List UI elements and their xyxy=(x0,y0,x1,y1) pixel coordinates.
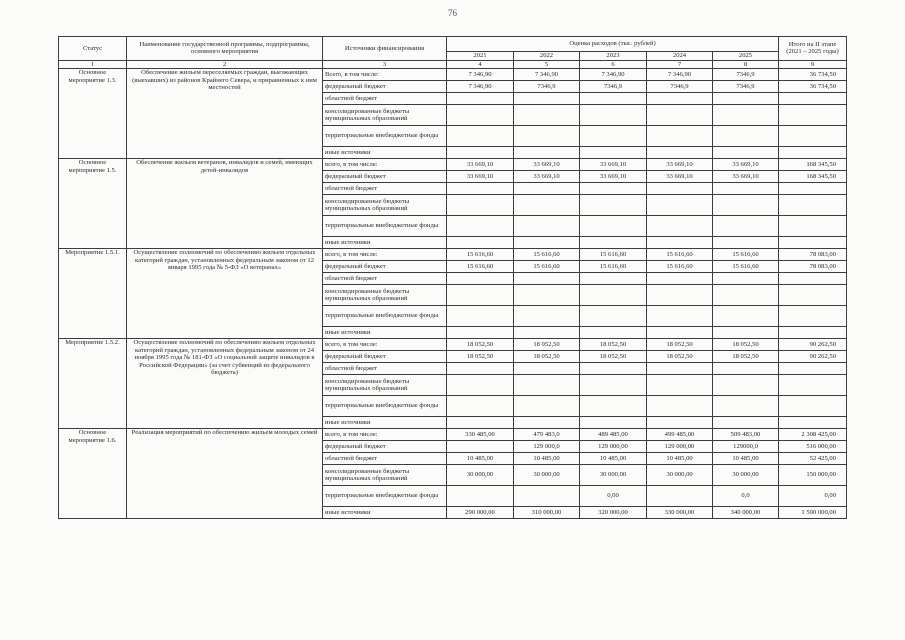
year-value xyxy=(580,417,647,429)
year-value: 330 000,00 xyxy=(647,507,713,519)
year-value xyxy=(647,396,713,417)
total-value xyxy=(779,306,847,327)
year-value xyxy=(647,306,713,327)
header-name: Наименование государственной программы, подпрограммы, основного мероприятия xyxy=(127,37,323,61)
year-value: 310 000,00 xyxy=(514,507,580,519)
header-year: 2022 xyxy=(514,52,580,61)
header-source: Источники финансирования xyxy=(323,37,447,61)
total-value: 150 000,00 xyxy=(779,465,847,486)
year-value: 33 669,10 xyxy=(447,159,514,171)
year-value: 33 669,10 xyxy=(447,171,514,183)
year-value: 7 346,90 xyxy=(514,69,580,81)
year-value: 15 616,60 xyxy=(647,261,713,273)
year-value xyxy=(580,285,647,306)
year-value xyxy=(447,363,514,375)
total-value: 52 425,00 xyxy=(779,453,847,465)
year-value xyxy=(713,147,779,159)
funding-source: иные источники xyxy=(323,507,447,519)
year-value xyxy=(580,396,647,417)
header-year: 2023 xyxy=(580,52,647,61)
year-value: 18 052,50 xyxy=(647,351,713,363)
year-value: 15 616,60 xyxy=(580,261,647,273)
year-value xyxy=(647,285,713,306)
year-value xyxy=(447,396,514,417)
budget-table xyxy=(58,36,847,519)
year-value xyxy=(713,216,779,237)
year-value: 10 485,00 xyxy=(647,453,713,465)
total-value: 78 083,00 xyxy=(779,261,847,273)
block-name: Обеспечение жильем ветеранов, инвалидов и семей, имеющих детей-инвалидов xyxy=(127,159,323,249)
year-value: 33 669,10 xyxy=(514,171,580,183)
year-value xyxy=(580,183,647,195)
total-value xyxy=(779,147,847,159)
year-value: 15 616,60 xyxy=(447,249,514,261)
block-name: Реализация мероприятий по обеспечению жильем молодых семей xyxy=(127,429,323,519)
funding-source: консолидированные бюджеты муниципальных образований xyxy=(323,195,447,216)
total-value xyxy=(779,126,847,147)
year-value xyxy=(447,441,514,453)
year-value: 7346,9 xyxy=(713,81,779,93)
year-value xyxy=(713,126,779,147)
year-value xyxy=(647,375,713,396)
total-value xyxy=(779,195,847,216)
table-row xyxy=(59,339,847,351)
year-value: 479 483,0 xyxy=(514,429,580,441)
year-value xyxy=(580,216,647,237)
year-value xyxy=(647,183,713,195)
funding-source: иные источники xyxy=(323,327,447,339)
year-value: 18 052,50 xyxy=(713,351,779,363)
year-value: 18 052,50 xyxy=(447,351,514,363)
total-value xyxy=(779,93,847,105)
year-value: 18 052,50 xyxy=(713,339,779,351)
column-index: 9 xyxy=(779,60,847,69)
year-value: 489 485,00 xyxy=(580,429,647,441)
year-value xyxy=(647,147,713,159)
funding-source: всего, в том числе: xyxy=(323,339,447,351)
year-value xyxy=(447,195,514,216)
column-index: 1 xyxy=(59,60,127,69)
year-value xyxy=(580,273,647,285)
year-value: 15 616,60 xyxy=(713,249,779,261)
column-index: 5 xyxy=(514,60,580,69)
year-value xyxy=(713,273,779,285)
year-value xyxy=(514,486,580,507)
year-value xyxy=(514,396,580,417)
year-value: 30 000,00 xyxy=(647,465,713,486)
year-value xyxy=(647,417,713,429)
year-value: 33 669,10 xyxy=(647,159,713,171)
table-row xyxy=(59,429,847,441)
year-value: 18 052,50 xyxy=(580,339,647,351)
year-value: 7 346,90 xyxy=(447,69,514,81)
year-value xyxy=(447,486,514,507)
year-value: 330 485,00 xyxy=(447,429,514,441)
column-index: 6 xyxy=(580,60,647,69)
table-row xyxy=(59,249,847,261)
year-value: 18 052,50 xyxy=(514,351,580,363)
year-value xyxy=(713,105,779,126)
year-value: 10 485,00 xyxy=(447,453,514,465)
year-value xyxy=(447,273,514,285)
column-index: 2 xyxy=(127,60,323,69)
funding-source: всего, в том числе: xyxy=(323,429,447,441)
year-value xyxy=(447,216,514,237)
year-value xyxy=(447,327,514,339)
funding-source: иные источники xyxy=(323,237,447,249)
year-value xyxy=(447,417,514,429)
funding-source: всего, в том числе: xyxy=(323,249,447,261)
year-value xyxy=(447,105,514,126)
header-year: 2021 xyxy=(447,52,514,61)
year-value xyxy=(647,327,713,339)
year-value xyxy=(580,126,647,147)
block-name: Обеспечение жильем переселяемых граждан, выезжающих (выехавших) из районов Крайнего Севера, и приравненных к ним местностей xyxy=(127,69,323,159)
year-value xyxy=(514,273,580,285)
header-status: Статус xyxy=(59,37,127,61)
block-name: Осуществление полномочий по обеспечению жильем отдельных категорий граждан, установленных федеральным законом от 12 января 1995 года № 5-ФЗ «О ветеранах» xyxy=(127,249,323,339)
block-status: Мероприятие 1.5.1. xyxy=(59,249,127,339)
total-value xyxy=(779,396,847,417)
year-value xyxy=(647,486,713,507)
total-value: 90 262,50 xyxy=(779,339,847,351)
year-value: 15 616,60 xyxy=(514,261,580,273)
year-value: 15 616,60 xyxy=(647,249,713,261)
total-value xyxy=(779,285,847,306)
year-value xyxy=(447,126,514,147)
table-row xyxy=(59,159,847,171)
year-value xyxy=(647,237,713,249)
year-value xyxy=(580,147,647,159)
column-index: 8 xyxy=(713,60,779,69)
year-value: 30 000,00 xyxy=(713,465,779,486)
year-value xyxy=(713,375,779,396)
total-value xyxy=(779,216,847,237)
funding-source: федеральный бюджет xyxy=(323,441,447,453)
year-value xyxy=(713,396,779,417)
funding-source: территориальные внебюджетные фонды xyxy=(323,126,447,147)
year-value: 129 000,00 xyxy=(647,441,713,453)
year-value xyxy=(514,417,580,429)
year-value: 33 669,10 xyxy=(647,171,713,183)
year-value xyxy=(514,105,580,126)
funding-source: областной бюджет xyxy=(323,453,447,465)
year-value: 7 346,90 xyxy=(447,81,514,93)
year-value: 33 669,10 xyxy=(580,171,647,183)
year-value: 18 052,50 xyxy=(447,339,514,351)
funding-source: территориальные внебюджетные фонды xyxy=(323,306,447,327)
year-value xyxy=(447,375,514,396)
total-value xyxy=(779,237,847,249)
year-value xyxy=(514,306,580,327)
funding-source: консолидированные бюджеты муниципальных образований xyxy=(323,285,447,306)
header-year: 2024 xyxy=(647,52,713,61)
year-value xyxy=(514,237,580,249)
header-total: Итого на II этапе (2021 – 2025 годы) xyxy=(779,37,847,61)
funding-source: федеральный бюджет xyxy=(323,81,447,93)
column-index: 7 xyxy=(647,60,713,69)
block-status: Мероприятие 1.5.2. xyxy=(59,339,127,429)
year-value: 10 485,00 xyxy=(713,453,779,465)
year-value: 340 000,00 xyxy=(713,507,779,519)
year-value: 18 052,50 xyxy=(514,339,580,351)
year-value xyxy=(514,195,580,216)
total-value xyxy=(779,375,847,396)
total-value xyxy=(779,417,847,429)
column-index: 4 xyxy=(447,60,514,69)
year-value xyxy=(447,147,514,159)
funding-source: территориальные внебюджетные фонды xyxy=(323,216,447,237)
year-value xyxy=(713,237,779,249)
year-value xyxy=(713,183,779,195)
year-value xyxy=(514,216,580,237)
year-value xyxy=(514,147,580,159)
year-value xyxy=(514,363,580,375)
year-value xyxy=(447,306,514,327)
funding-source: иные источники xyxy=(323,417,447,429)
table-row xyxy=(59,69,847,81)
total-value: 1 590 000,00 xyxy=(779,507,847,519)
year-value xyxy=(647,195,713,216)
total-value xyxy=(779,363,847,375)
year-value: 15 616,60 xyxy=(713,261,779,273)
year-value xyxy=(580,375,647,396)
year-value: 33 669,10 xyxy=(514,159,580,171)
funding-source: консолидированные бюджеты муниципальных образований xyxy=(323,105,447,126)
year-value: 0,0 xyxy=(713,486,779,507)
total-value xyxy=(779,105,847,126)
total-value: 0,00 xyxy=(779,486,847,507)
table-body xyxy=(59,69,847,519)
header-estimate: Оценка расходов (тыс. рублей) xyxy=(447,37,779,52)
year-value xyxy=(713,417,779,429)
year-value: 7 346,90 xyxy=(647,69,713,81)
total-value: 78 083,00 xyxy=(779,249,847,261)
year-value xyxy=(580,195,647,216)
funding-source: федеральный бюджет xyxy=(323,171,447,183)
year-value xyxy=(447,183,514,195)
funding-source: федеральный бюджет xyxy=(323,351,447,363)
year-value: 18 052,50 xyxy=(647,339,713,351)
year-value: 33 669,10 xyxy=(580,159,647,171)
year-value: 7 346,90 xyxy=(580,69,647,81)
year-value xyxy=(647,126,713,147)
funding-source: территориальные внебюджетные фонды xyxy=(323,486,447,507)
year-value xyxy=(713,195,779,216)
block-status: Основное мероприятие 1.6. xyxy=(59,429,127,519)
year-value xyxy=(580,93,647,105)
year-value: 7346,9 xyxy=(514,81,580,93)
year-value xyxy=(447,237,514,249)
funding-source: областной бюджет xyxy=(323,93,447,105)
year-value: 30 000,00 xyxy=(514,465,580,486)
year-value xyxy=(514,93,580,105)
year-value: 0,00 xyxy=(580,486,647,507)
total-value xyxy=(779,327,847,339)
year-value: 15 616,60 xyxy=(514,249,580,261)
funding-source: консолидированные бюджеты муниципальных образований xyxy=(323,465,447,486)
total-value xyxy=(779,273,847,285)
year-value xyxy=(447,285,514,306)
year-value: 10 485,00 xyxy=(514,453,580,465)
year-value xyxy=(647,273,713,285)
year-value xyxy=(580,237,647,249)
year-value xyxy=(713,363,779,375)
funding-source: территориальные внебюджетные фонды xyxy=(323,396,447,417)
year-value: 7346,9 xyxy=(713,69,779,81)
page-number: 76 xyxy=(448,8,457,18)
year-value: 15 616,60 xyxy=(580,249,647,261)
total-value xyxy=(779,183,847,195)
year-value xyxy=(580,363,647,375)
year-value: 290 000,00 xyxy=(447,507,514,519)
year-value xyxy=(580,306,647,327)
year-value xyxy=(514,285,580,306)
total-value: 168 345,50 xyxy=(779,171,847,183)
year-value xyxy=(713,285,779,306)
funding-source: областной бюджет xyxy=(323,183,447,195)
year-value xyxy=(647,363,713,375)
funding-source: консолидированные бюджеты муниципальных образований xyxy=(323,375,447,396)
year-value xyxy=(580,327,647,339)
header-year: 2025 xyxy=(713,52,779,61)
year-value: 7346,9 xyxy=(647,81,713,93)
total-value: 516 000,00 xyxy=(779,441,847,453)
year-value: 129 000,0 xyxy=(514,441,580,453)
year-value: 7346,9 xyxy=(580,81,647,93)
year-value: 30 000,00 xyxy=(447,465,514,486)
year-value: 499 485,00 xyxy=(647,429,713,441)
block-status: Основное мероприятие 1.3. xyxy=(59,69,127,159)
year-value xyxy=(713,306,779,327)
block-status: Основное мероприятие 1.5. xyxy=(59,159,127,249)
year-value: 320 000,00 xyxy=(580,507,647,519)
year-value: 33 669,10 xyxy=(713,171,779,183)
year-value: 18 052,50 xyxy=(580,351,647,363)
year-value xyxy=(647,105,713,126)
total-value: 90 262,50 xyxy=(779,351,847,363)
total-value: 168 345,50 xyxy=(779,159,847,171)
funding-source: иные источники xyxy=(323,147,447,159)
year-value xyxy=(514,183,580,195)
funding-source: федеральный бюджет xyxy=(323,261,447,273)
year-value xyxy=(514,126,580,147)
column-index: 3 xyxy=(323,60,447,69)
year-value xyxy=(647,216,713,237)
total-value: 2 308 425,00 xyxy=(779,429,847,441)
year-value: 10 485,00 xyxy=(580,453,647,465)
year-value: 129 000,00 xyxy=(580,441,647,453)
year-value: 15 616,60 xyxy=(447,261,514,273)
block-name: Осуществление полномочий по обеспечению жильем отдельных категорий граждан, установленных федеральным законом от 24 ноября 1995 года № 181-ФЗ «О социальной защите инвалидов в Российской Федерации» (за счет субвенций из федерального бюджета) xyxy=(127,339,323,429)
total-value: 36 734,50 xyxy=(779,81,847,93)
year-value xyxy=(580,105,647,126)
year-value: 509 483,00 xyxy=(713,429,779,441)
year-value xyxy=(447,93,514,105)
year-value xyxy=(514,375,580,396)
funding-source: всего, в том числе: xyxy=(323,159,447,171)
year-value xyxy=(713,93,779,105)
year-value xyxy=(647,93,713,105)
funding-source: Всего, в том числе: xyxy=(323,69,447,81)
total-value: 36 734,50 xyxy=(779,69,847,81)
funding-source: областной бюджет xyxy=(323,363,447,375)
funding-source: областной бюджет xyxy=(323,273,447,285)
year-value: 33 669,10 xyxy=(713,159,779,171)
year-value xyxy=(713,327,779,339)
year-value xyxy=(514,327,580,339)
year-value: 30 000,00 xyxy=(580,465,647,486)
year-value: 129000,0 xyxy=(713,441,779,453)
